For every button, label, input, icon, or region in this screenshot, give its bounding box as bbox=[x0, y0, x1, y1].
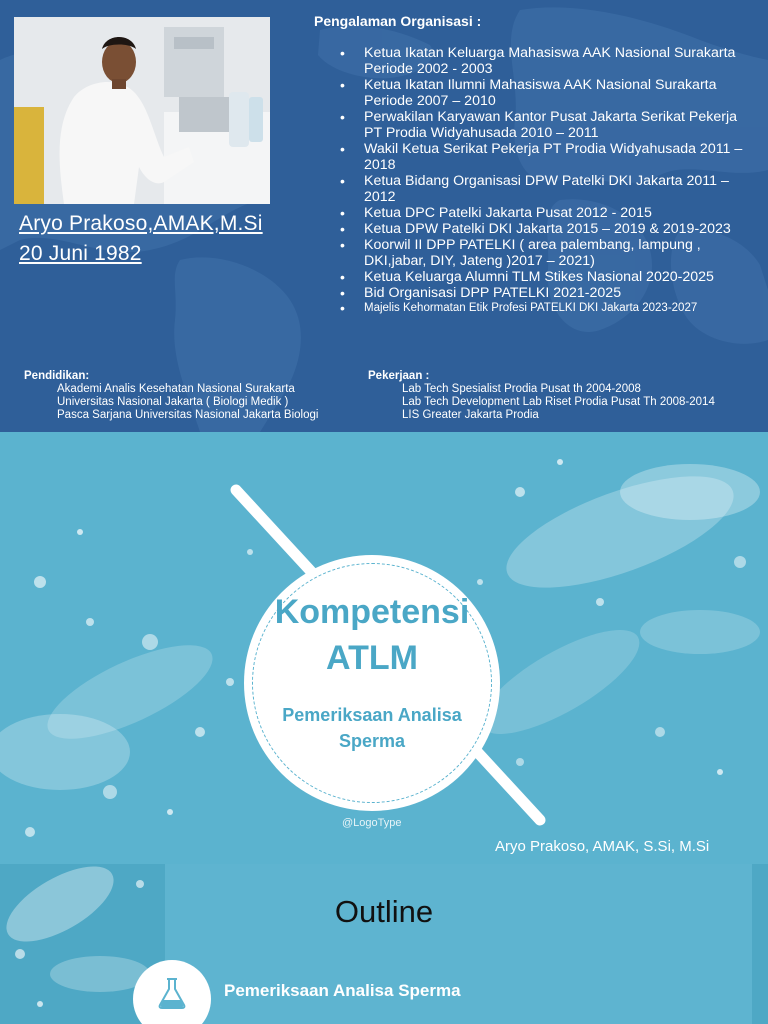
flask-icon bbox=[155, 976, 189, 1010]
author-name: Aryo Prakoso, AMAK, S.Si, M.Si bbox=[495, 838, 710, 855]
work-item: Lab Tech Spesialist Prodia Pusat th 2004-2008 bbox=[402, 383, 641, 395]
education-item: Pasca Sarjana Universitas Nasional Jakarta Biologi bbox=[57, 409, 319, 421]
list-item: • Perwakilan Karyawan Kantor Pusat Jakarta Serikat Pekerja PT Prodia Widyahusada 2010 – 2011 bbox=[340, 109, 756, 141]
list-item: • Ketua DPC Patelki Jakarta Pusat 2012 - 2015 bbox=[340, 205, 756, 221]
outline-title: Outline bbox=[334, 894, 434, 929]
list-item: • Koorwil II DPP PATELKI ( area palembang, lampung , DKI,jabar, DIY, Jateng )2017 – 2021) bbox=[340, 237, 756, 269]
work-section bbox=[368, 370, 715, 422]
title-slide bbox=[0, 432, 768, 864]
list-item: • Bid Organisasi DPP PATELKI 2021-2025 bbox=[340, 285, 756, 301]
list-item: • Ketua Keluarga Alumni TLM Stikes Nasional 2020-2025 bbox=[340, 269, 756, 285]
work-item: Lab Tech Development Lab Riset Prodia Pusat Th 2008-2014 bbox=[402, 396, 715, 408]
education-item: Akademi Analis Kesehatan Nasional Surakarta bbox=[57, 383, 295, 395]
profile-slide bbox=[0, 0, 768, 432]
profile-photo bbox=[14, 17, 270, 204]
organization-list bbox=[340, 45, 756, 315]
outline-item-label: Pemeriksaan Analisa Sperma bbox=[224, 981, 461, 1000]
logotype-placeholder: @LogoType bbox=[342, 817, 402, 829]
list-item: • Ketua Ikatan Ilumni Mahasiswa AAK Nasional Surakarta Periode 2007 – 2010 bbox=[340, 77, 756, 109]
education-title: Pendidikan: bbox=[24, 370, 90, 382]
person-name: Aryo Prakoso,AMAK,M.Si bbox=[19, 212, 263, 235]
work-item: LIS Greater Jakarta Prodia bbox=[402, 409, 539, 421]
slide-subtitle-second-line: Sperma bbox=[338, 731, 406, 751]
list-item: • Majelis Kehormatan Etik Profesi PATELKI DKI Jakarta 2023-2027 bbox=[340, 301, 756, 315]
work-title: Pekerjaan : bbox=[368, 370, 430, 382]
person-birth-date: 20 Juni 1982 bbox=[19, 242, 142, 265]
list-item: • Ketua Ikatan Keluarga Mahasiswa AAK Nasional Surakarta Periode 2002 - 2003 bbox=[340, 45, 756, 77]
organization-heading: Pengalaman Organisasi : bbox=[314, 13, 482, 29]
list-item: • Ketua Bidang Organisasi DPW Patelki DKI Jakarta 2011 – 2012 bbox=[340, 173, 756, 205]
slide-subtitle: Pemeriksaan Analisa bbox=[282, 705, 462, 725]
title-circle bbox=[244, 555, 500, 811]
outline-slide bbox=[0, 864, 768, 1024]
education-section bbox=[24, 370, 318, 422]
list-item: • Wakil Ketua Serikat Pekerja PT Prodia Widyahusada 2011 – 2018 bbox=[340, 141, 756, 173]
list-item: • Ketua DPW Patelki DKI Jakarta 2015 – 2019 & 2019-2023 bbox=[340, 221, 756, 237]
slide-title-second-line: ATLM bbox=[326, 639, 418, 677]
slide-title: Kompetensi bbox=[274, 593, 470, 631]
education-item: Universitas Nasional Jakarta ( Biologi Medik ) bbox=[57, 396, 289, 408]
